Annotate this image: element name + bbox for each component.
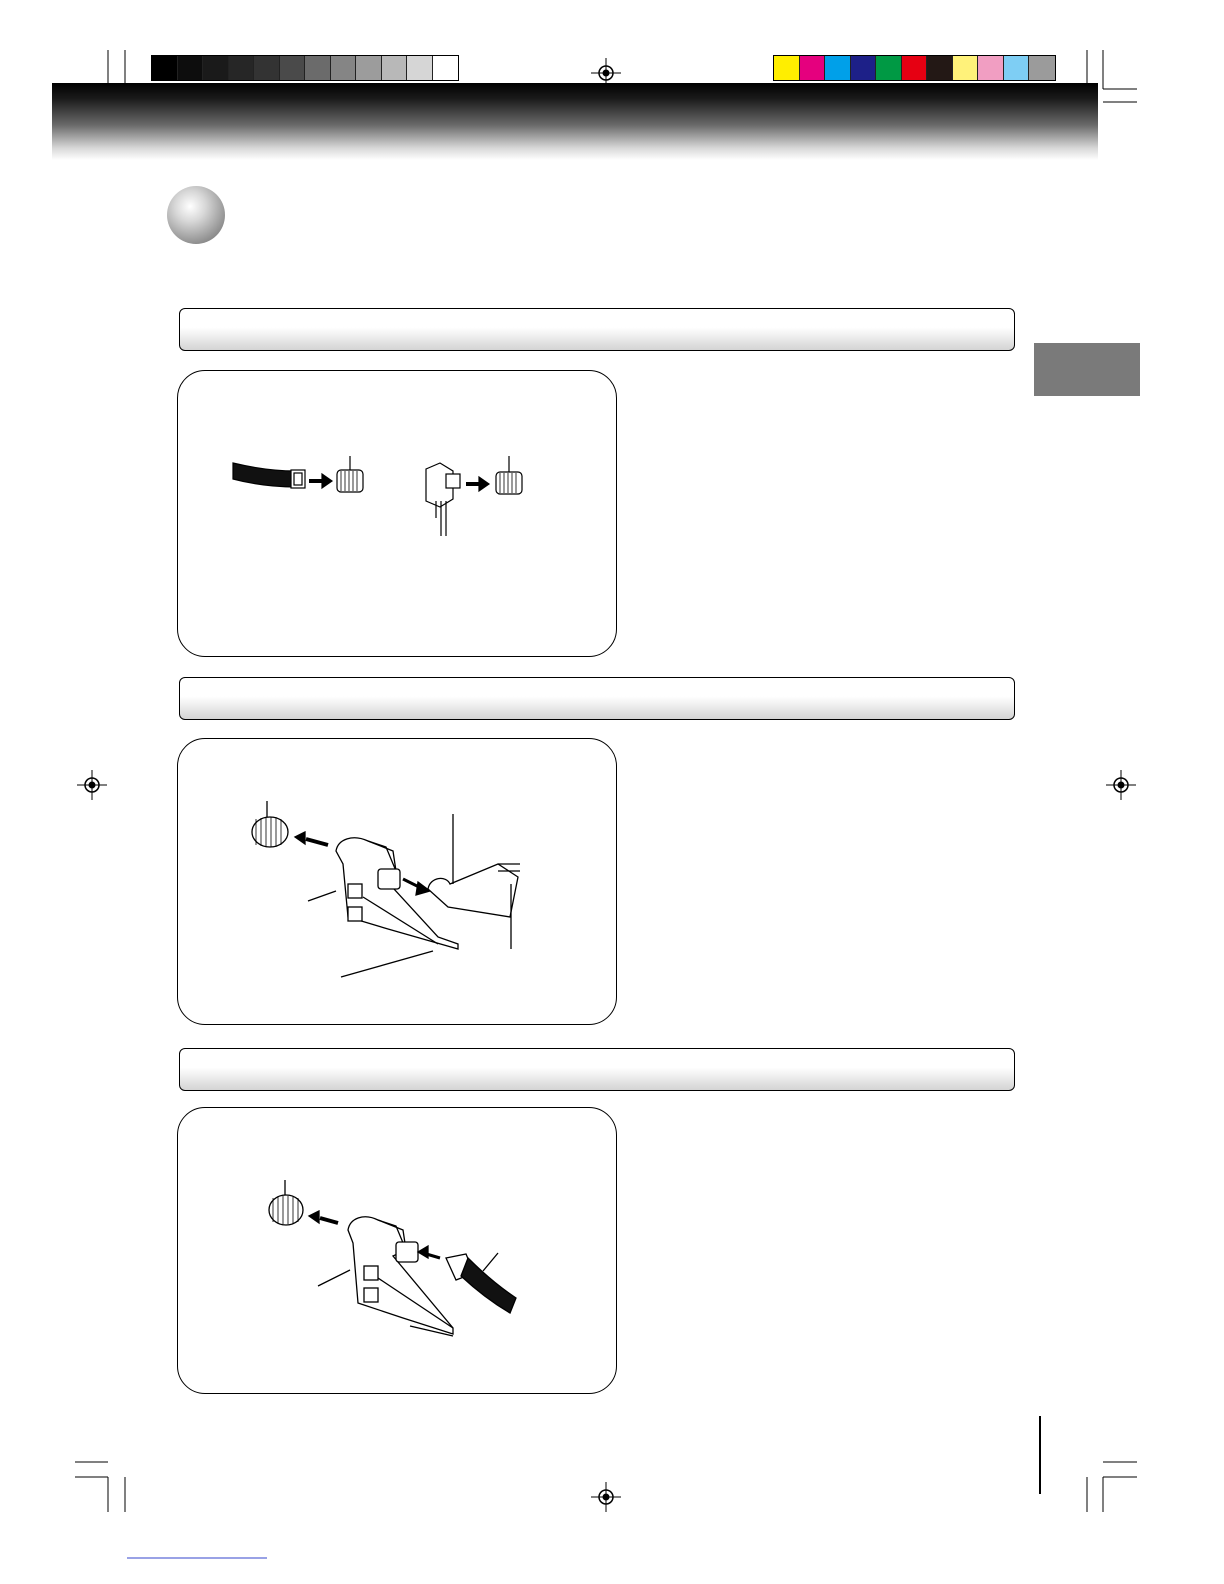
color-swatch [152,56,178,80]
section-bullet-icon [167,186,225,244]
color-swatch [280,56,306,80]
coax-to-terminal-illustration [178,1108,618,1395]
color-swatch [229,56,255,80]
color-swatch [433,56,459,80]
section-heading-bar [179,677,1015,720]
section-heading-bar [179,1048,1015,1091]
color-swatch [305,56,331,80]
section-heading-bar [179,308,1015,351]
figure-panel [177,370,617,657]
color-calibration-bar [773,55,1056,81]
antenna-adapter-illustration [178,371,618,658]
color-swatch [902,56,928,80]
color-swatch [1004,56,1030,80]
registration-target-icon [1106,770,1136,800]
color-swatch [254,56,280,80]
color-swatch [382,56,408,80]
registration-target-icon [591,1482,621,1512]
registration-target-icon [77,770,107,800]
color-swatch [356,56,382,80]
color-swatch [178,56,204,80]
color-swatch [331,56,357,80]
color-swatch [927,56,953,80]
grayscale-calibration-bar [151,55,459,81]
chapter-tab [1034,343,1140,396]
color-swatch [825,56,851,80]
figure-panel [177,738,617,1025]
color-swatch [1029,56,1055,80]
header-band [52,83,1098,160]
color-swatch [800,56,826,80]
color-swatch [876,56,902,80]
color-swatch [203,56,229,80]
color-swatch [978,56,1004,80]
color-swatch [953,56,979,80]
color-swatch [851,56,877,80]
color-swatch [774,56,800,80]
color-swatch [407,56,433,80]
figure-panel [177,1107,617,1394]
antenna-terminal-illustration [178,739,618,1026]
